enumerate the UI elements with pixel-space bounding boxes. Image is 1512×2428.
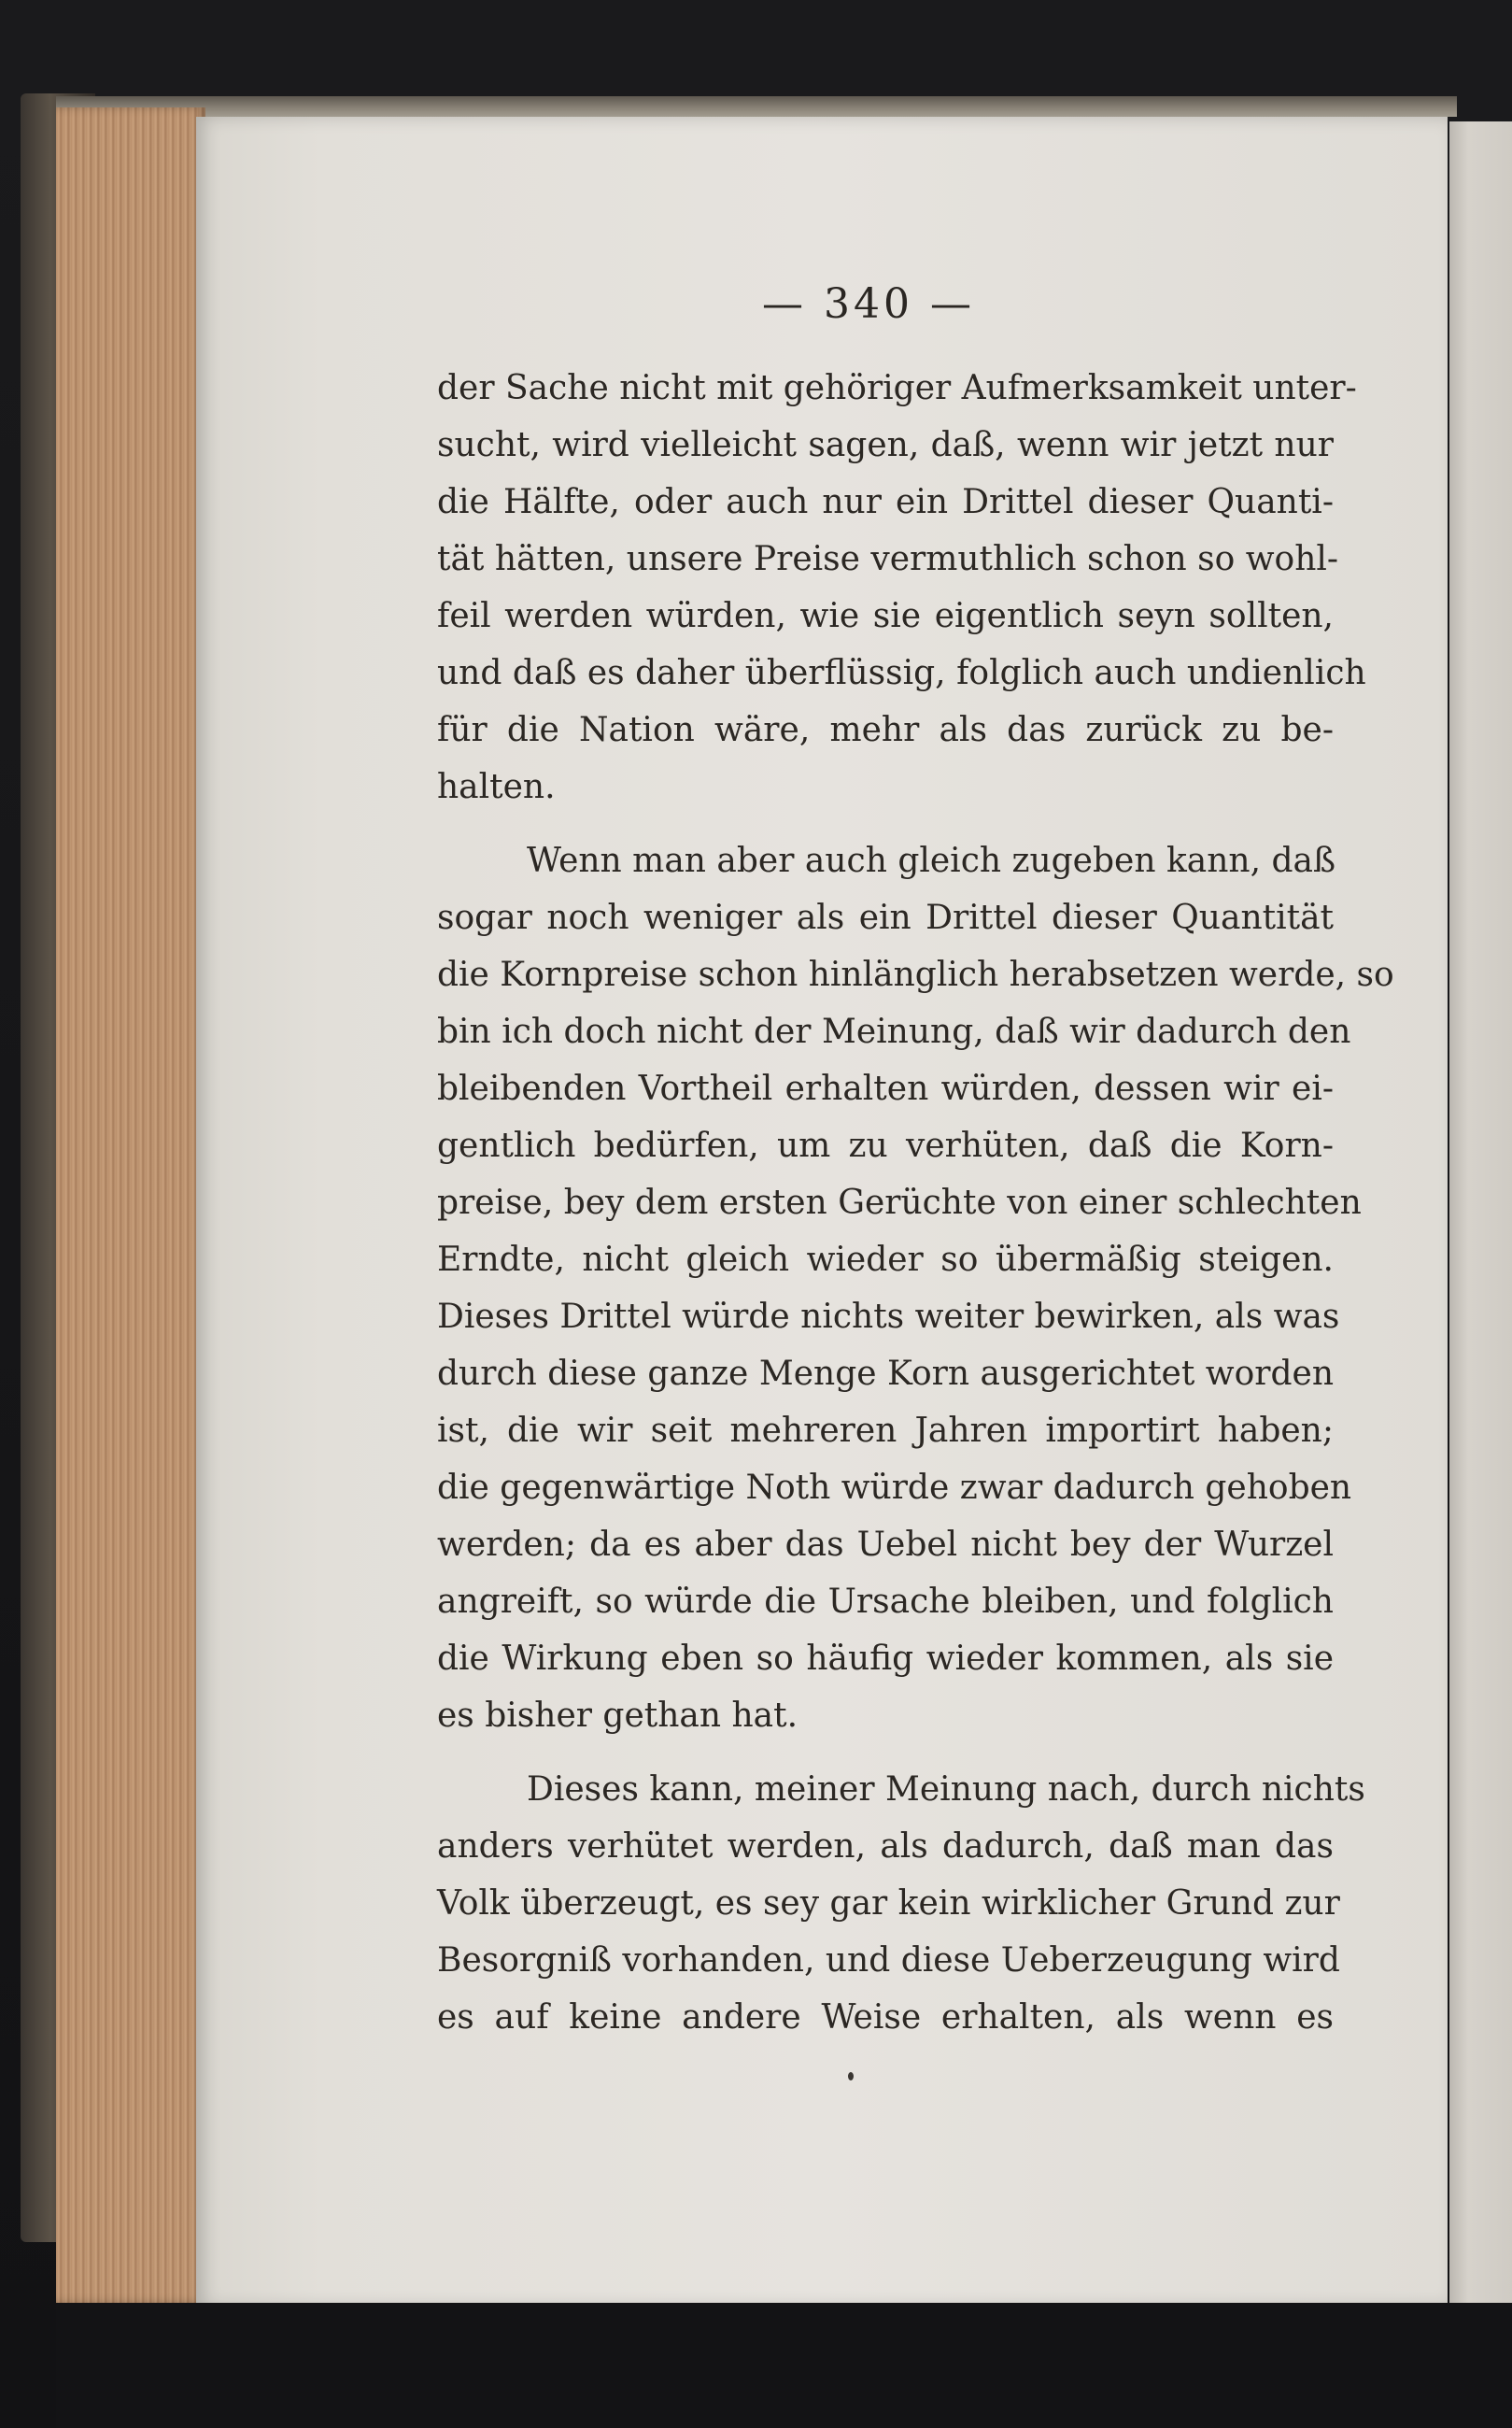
text-line: ist, die wir seit mehreren Jahren importirt haben;: [437, 1412, 1334, 1450]
text-line: die gegenwärtige Noth würde zwar dadurch gehoben: [437, 1469, 1352, 1507]
body-text: [437, 360, 1394, 2046]
text-line: der Sache nicht mit gehöriger Aufmerksamkeit unter-: [437, 369, 1357, 407]
text-line: Wenn man aber auch gleich zugeben kann, daß: [527, 842, 1336, 880]
text-line: für die Nation wäre, mehr als das zurück zu be-: [437, 711, 1334, 749]
text-line: Besorgniß vorhanden, und diese Ueberzeugung wird: [437, 1941, 1340, 1980]
text-line: Dieses kann, meiner Meinung nach, durch nichts: [527, 1770, 1365, 1809]
page-number: — 340 —: [762, 280, 975, 328]
paragraph-gap: [437, 1744, 1334, 1761]
paragraph-3: [437, 1761, 1365, 2046]
text-line: bleibenden Vortheil erhalten würden, dessen wir ei-: [437, 1070, 1334, 1108]
text-line: die Wirkung eben so häufig wieder kommen, als sie: [437, 1640, 1334, 1678]
paragraph-2: [437, 832, 1394, 1744]
text-line: durch diese ganze Menge Korn ausgerichtet worden: [437, 1355, 1334, 1393]
paragraph-gap: [437, 816, 1334, 832]
text-line: und daß es daher überflüssig, folglich auch undienlich: [437, 654, 1366, 692]
text-line: es bisher gethan hat.: [437, 1697, 798, 1735]
text-line: es auf keine andere Weise erhalten, als wenn es: [437, 1998, 1334, 2037]
background-shadow: [56, 2303, 1512, 2428]
text-line: die Kornpreise schon hinlänglich herabsetzen werde, so: [437, 956, 1394, 994]
text-line: angreift, so würde die Ursache bleiben, und folglich: [437, 1583, 1334, 1621]
text-line: tät hätten, unsere Preise vermuthlich schon so wohl-: [437, 540, 1339, 578]
text-line: sucht, wird vielleicht sagen, daß, wenn wir jetzt nur: [437, 426, 1334, 464]
text-line: Dieses Drittel würde nichts weiter bewirken, als was: [437, 1298, 1340, 1336]
text-line: bin ich doch nicht der Meinung, daß wir dadurch den: [437, 1013, 1351, 1051]
facing-page-edge: [1449, 121, 1512, 2307]
page-edges: [56, 107, 205, 2303]
text-line: gentlich bedürfen, um zu verhüten, daß die Korn-: [437, 1127, 1334, 1165]
text-line: Volk überzeugt, es sey gar kein wirklicher Grund zur: [437, 1884, 1340, 1923]
text-line: feil werden würden, wie sie eigentlich seyn sollten,: [437, 597, 1334, 635]
ink-speck: [848, 2072, 854, 2080]
book-top-edge: [56, 96, 1457, 117]
text-line: halten.: [437, 768, 556, 806]
text-line: sogar noch weniger als ein Drittel dieser Quantität: [437, 899, 1334, 937]
text-line: anders verhütet werden, als dadurch, daß man das: [437, 1827, 1334, 1866]
paragraph-1: [437, 360, 1366, 816]
text-line: die Hälfte, oder auch nur ein Drittel dieser Quanti-: [437, 483, 1334, 521]
text-line: preise, bey dem ersten Gerüchte von einer schlechten: [437, 1184, 1362, 1222]
text-line: werden; da es aber das Uebel nicht bey der Wurzel: [437, 1526, 1334, 1564]
text-line: Erndte, nicht gleich wieder so übermäßig steigen.: [437, 1241, 1334, 1279]
